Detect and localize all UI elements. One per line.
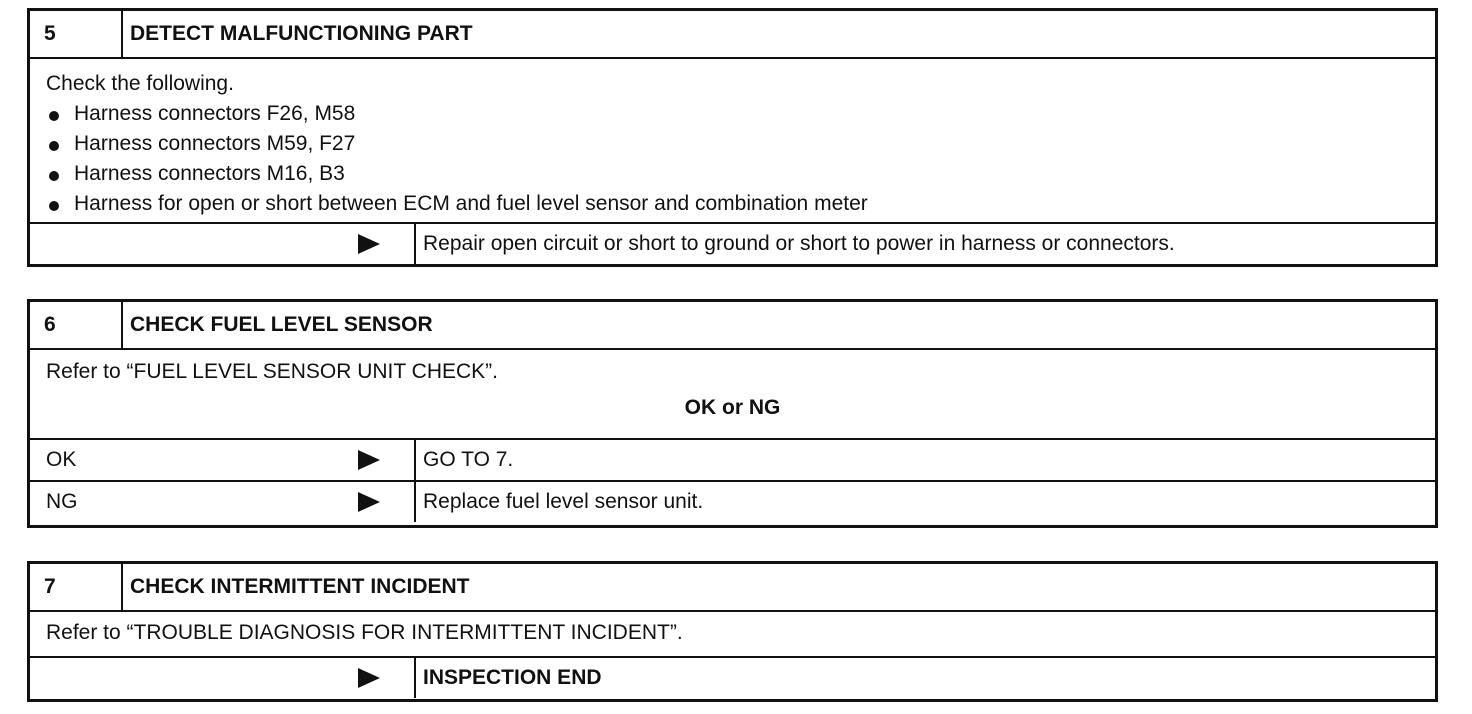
step-content <box>30 348 1435 438</box>
step-header <box>30 11 1435 57</box>
step-title: CHECK INTERMITTENT INCIDENT <box>130 575 470 598</box>
step-content <box>30 57 1435 222</box>
arrow-right-icon <box>358 450 380 470</box>
arrow-right-icon <box>358 492 380 512</box>
result-action: Replace fuel level sensor unit. <box>423 490 704 513</box>
result-condition <box>30 482 416 522</box>
arrow-right-icon <box>358 668 380 688</box>
step-intro: Refer to “FUEL LEVEL SENSOR UNIT CHECK”. <box>46 360 499 383</box>
result-action: GO TO 7. <box>423 448 514 471</box>
result-row-ng <box>30 480 1435 522</box>
check-item: Harness for open or short between ECM and fuel level sensor and combination meter <box>46 189 1419 219</box>
condition-label: NG <box>46 490 78 513</box>
step-6-block <box>27 299 1438 528</box>
result-condition <box>30 440 416 480</box>
result-condition <box>30 224 416 264</box>
step-header <box>30 564 1435 610</box>
result-condition <box>30 658 416 698</box>
arrow-right-icon <box>358 234 380 254</box>
result-action: Repair open circuit or short to ground or short to power in harness or connectors. <box>423 232 1175 255</box>
result-row <box>30 656 1435 698</box>
step-7-block <box>27 561 1438 702</box>
step-number: 5 <box>30 11 123 57</box>
step-content <box>30 610 1435 656</box>
check-item: Harness connectors F26, M58 <box>46 99 1419 129</box>
check-item: Harness connectors M59, F27 <box>46 129 1419 159</box>
result-action: INSPECTION END <box>423 666 602 689</box>
step-header <box>30 302 1435 348</box>
step-title: CHECK FUEL LEVEL SENSOR <box>130 313 433 336</box>
step-intro: Refer to “TROUBLE DIAGNOSIS FOR INTERMITTENT INCIDENT”. <box>46 621 683 644</box>
step-number: 7 <box>30 564 123 610</box>
check-item: Harness connectors M16, B3 <box>46 159 1419 189</box>
result-row <box>30 222 1435 264</box>
result-row-ok <box>30 438 1435 480</box>
condition-label: OK <box>46 448 77 471</box>
step-title: DETECT MALFUNCTIONING PART <box>130 22 473 45</box>
step-5-block <box>27 8 1438 267</box>
step-number: 6 <box>30 302 123 348</box>
check-list <box>46 99 1419 219</box>
ok-ng-prompt: OK or NG <box>684 396 781 419</box>
step-intro: Check the following. <box>46 72 234 95</box>
